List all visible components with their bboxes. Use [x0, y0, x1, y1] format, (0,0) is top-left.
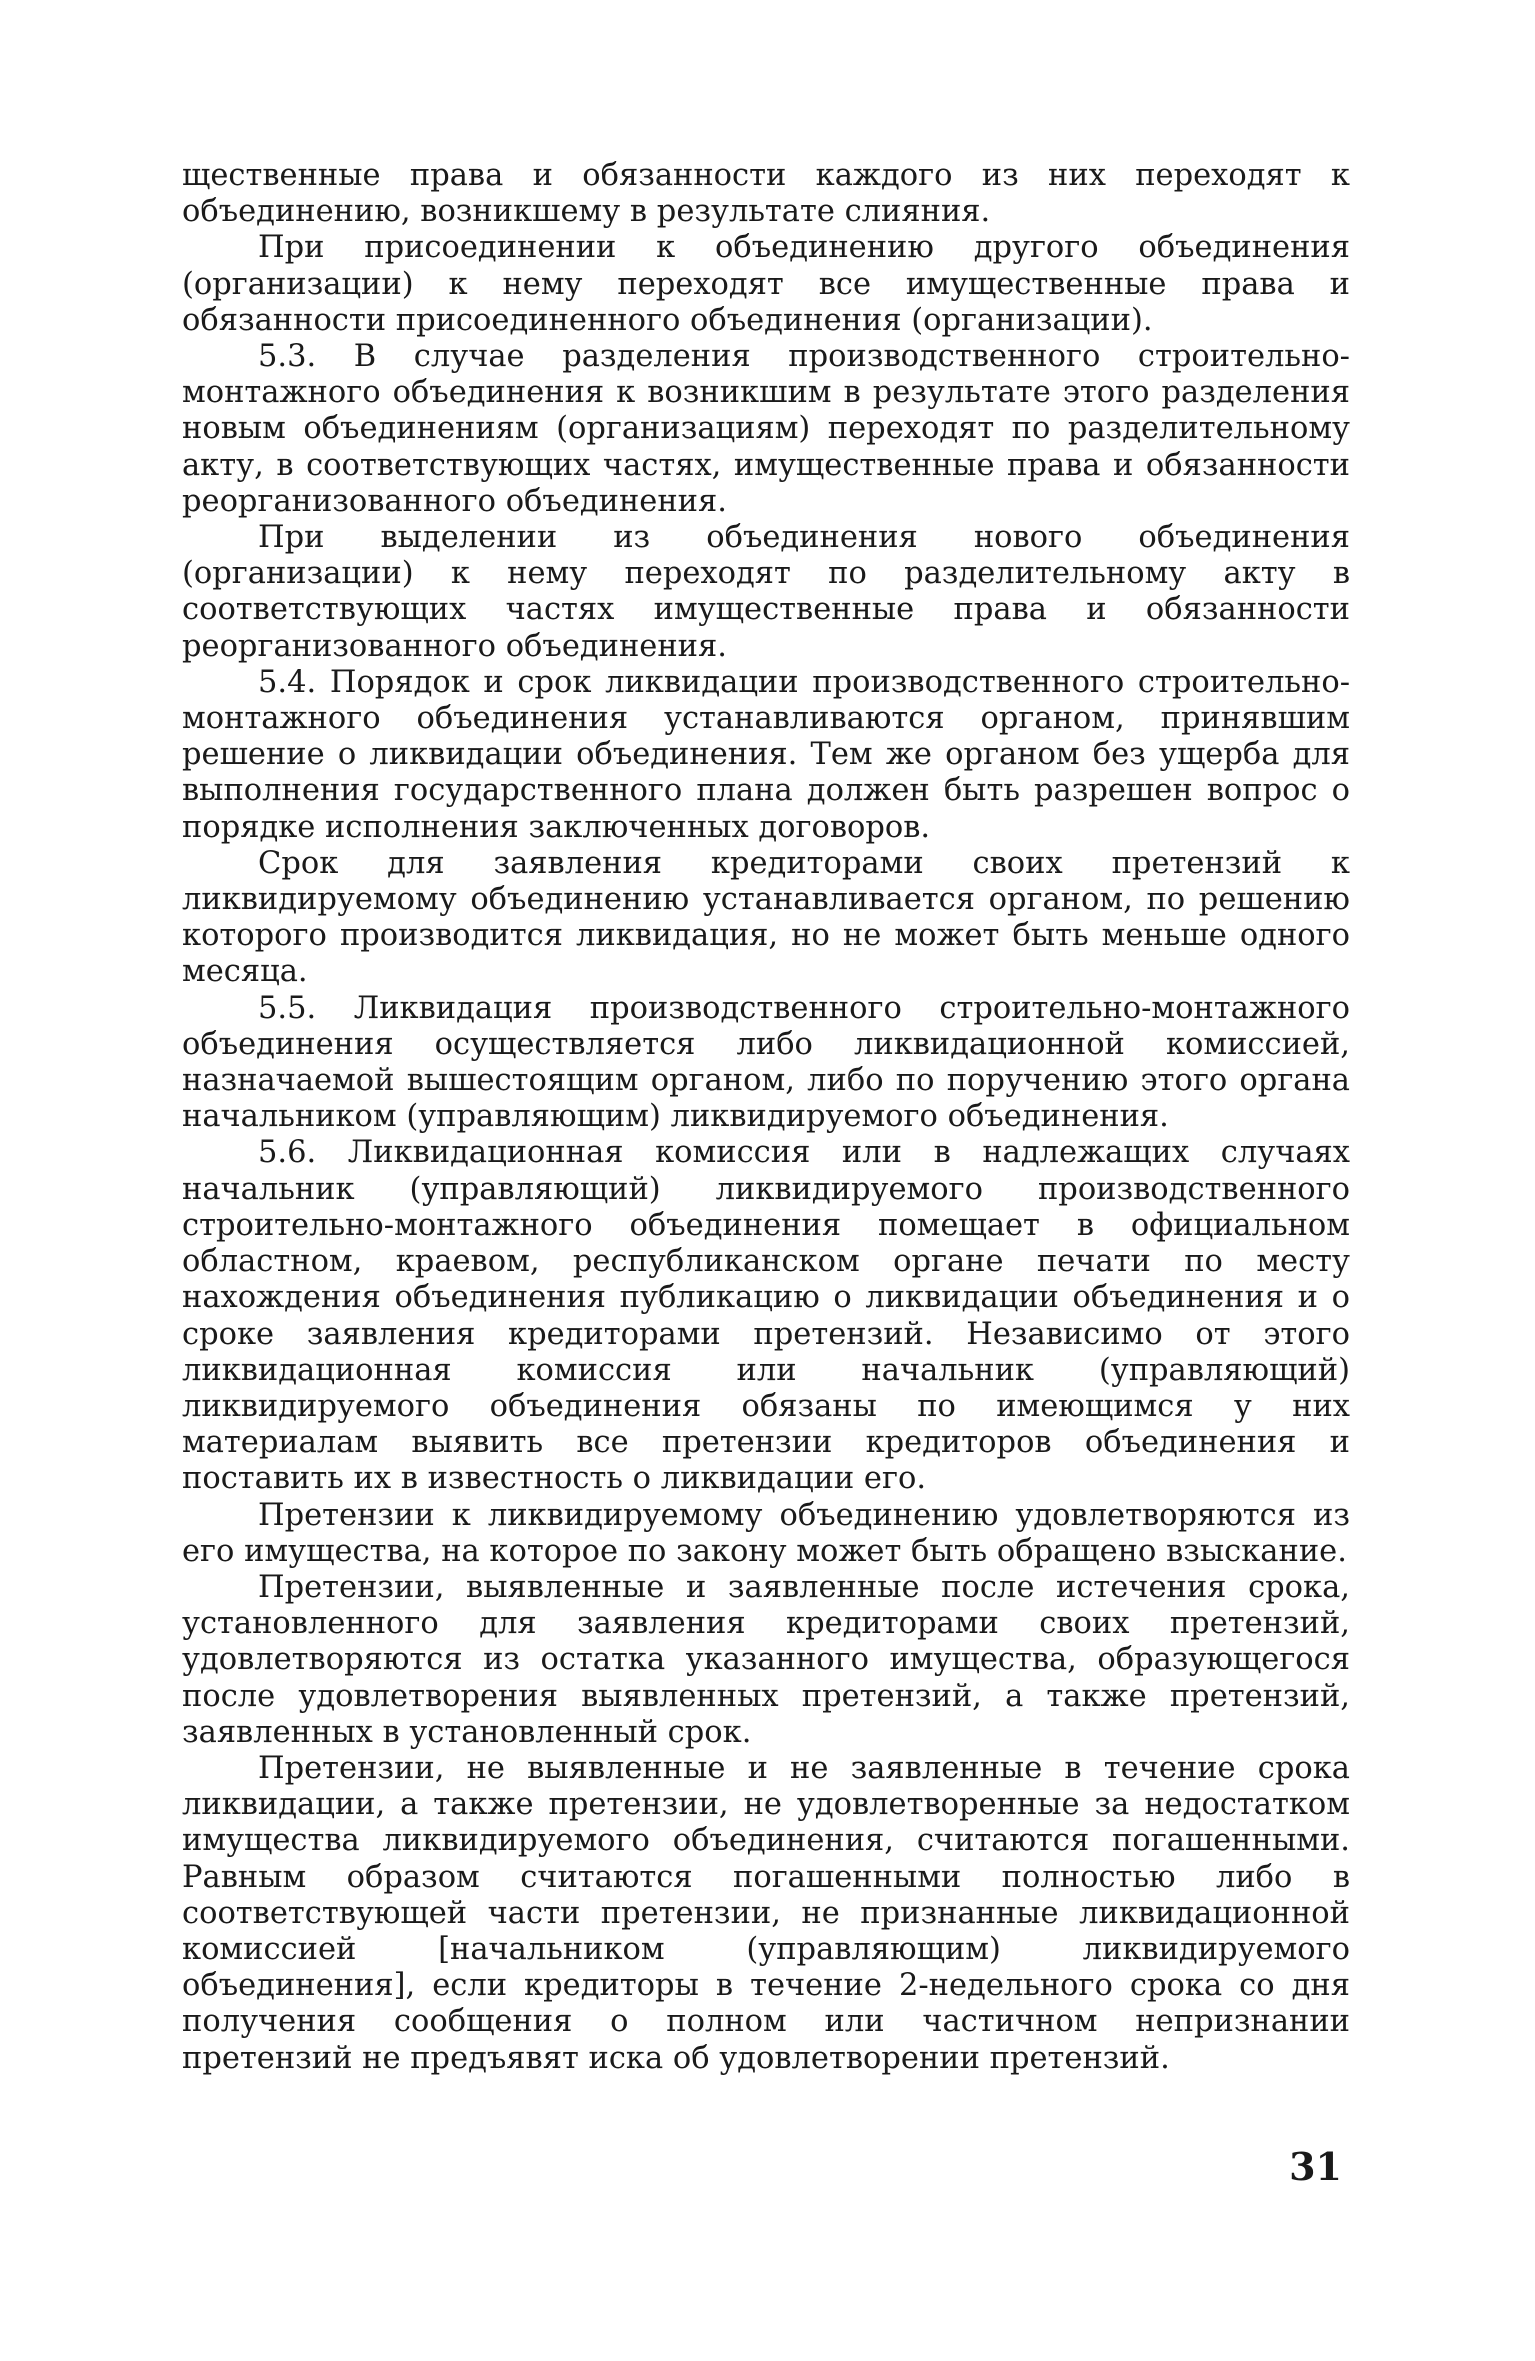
paragraph-5-4-liquidation-procedure: 5.4. Порядок и срок ликвидации производственного строительно-монтажного объединения устанавливаются органом, принявшим решение о ликвидации объединения. Тем же органом без ущерба для выполнения государственного плана должен быть разрешен вопрос о порядке исполнения заключенных договоров.	[182, 664, 1350, 845]
page-number: 31	[1289, 2144, 1342, 2189]
paragraph-extinguished-claims: Претензии, не выявленные и не заявленные в течение срока ликвидации, а также претензии, не удовлетворенные за недостатком имущества ликвидируемого объединения, считаются погашенными. Равным образом считаются погашенными полностью либо в соответствующей части претензии, не признанные ликвидационной комиссией [начальником (управляющим) ликвидируемого объединения], если кредиторы в течение 2-недельного срока со дня получения сообщения о полном или частичном непризнании претензий не предъявят иска об удовлетворении претензий.	[182, 1750, 1350, 2076]
body-text	[182, 158, 1350, 2077]
paragraph-creditor-claim-deadline: Срок для заявления кредиторами своих претензий к ликвидируемому объединению устанавливается органом, по решению которого производится ликвидация, но не может быть меньше одного месяца.	[182, 845, 1350, 990]
paragraph-claims-satisfaction: Претензии к ликвидируемому объединению удовлетворяются из его имущества, на которое по закону может быть обращено взыскание.	[182, 1497, 1350, 1569]
paragraph-accession: При присоединении к объединению другого объединения (организации) к нему переходят все имущественные права и обязанности присоединенного объединения (организации).	[182, 230, 1350, 338]
paragraph-5-6-publication: 5.6. Ликвидационная комиссия или в надлежащих случаях начальник (управляющий) ликвидируемого производственного строительно-монтажного объединения помещает в официальном областном, краевом, республиканском органе печати по месту нахождения объединения публикацию о ликвидации объединения и о сроке заявления кредиторами претензий. Независимо от этого ликвидационная комиссия или начальник (управляющий) ликвидируемого объединения обязаны по имеющимся у них материалам выявить все претензии кредиторов объединения и поставить их в известность о ликвидации его.	[182, 1135, 1350, 1497]
paragraph-5-3-division: 5.3. В случае разделения производственного строительно-монтажного объединения к возникшим в результате этого разделения новым объединениям (организациям) переходят по разделительному акту, в соответствующих частях, имущественные права и обязанности реорганизованного объединения.	[182, 339, 1350, 519]
paragraph-late-claims: Претензии, выявленные и заявленные после истечения срока, установленного для заявления кредиторами своих претензий, удовлетворяются из остатка указанного имущества, образующегося после удовлетворения выявленных претензий, а также претензий, заявленных в установленный срок.	[182, 1569, 1350, 1750]
paragraph-separation: При выделении из объединения нового объединения (организации) к нему переходят по разделительному акту в соответствующих частях имущественные права и обязанности реорганизованного объединения.	[182, 520, 1350, 664]
paragraph-5-5-liquidation-commission: 5.5. Ликвидация производственного строительно-монтажного объединения осуществляется либо ликвидационной комиссией, назначаемой вышестоящим органом, либо по поручению этого органа начальником (управляющим) ликвидируемого объединения.	[182, 990, 1350, 1135]
paragraph-merger-continuation: щественные права и обязанности каждого из них переходят к объединению, возникшему в результате слияния.	[182, 158, 1350, 230]
